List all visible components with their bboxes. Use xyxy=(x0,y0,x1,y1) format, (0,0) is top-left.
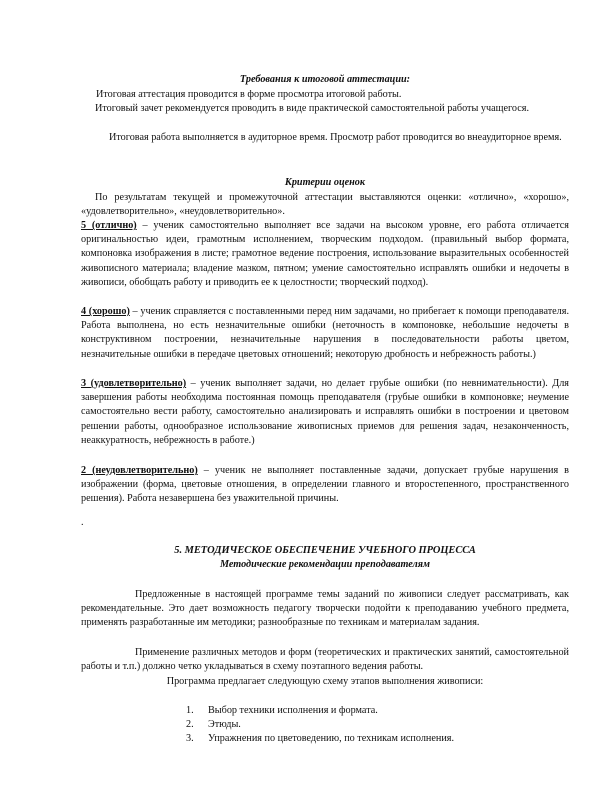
grade-label: 3 (удовлетворительно) xyxy=(81,378,187,389)
grade-description: – ученик самостоятельно выполняет все задачи на высоком уровне, его работа отличается оригинальностью идеи, грамотным исполнением, творческим подходом. (правильный выбор формата, компоновка изображения в листе; грамотное ведение построения, использование выразительных особенностей живописного материала; владение мазком, пятном; умение самостоятельно исправлять ошибки и недочеты в живописи, обобщать работу и приводить ее к целостности; творческий подход). xyxy=(81,220,569,288)
grade-satisfactory xyxy=(81,377,569,448)
grade-label: 2 (неудовлетворительно) xyxy=(81,465,198,476)
requirements-title: Требования к итоговой аттестации: xyxy=(239,74,411,85)
requirements-paragraph-3: Итоговая работа выполняется в аудиторное время. Просмотр работ проводится во внеаудиторное время. xyxy=(109,132,562,143)
requirements-paragraph-2: Итоговый зачет рекомендуется проводить в виде практической самостоятельной работы учащегося. xyxy=(95,103,530,114)
stages-list xyxy=(186,704,566,747)
methodology-paragraph-2: Применение различных методов и форм (теоретических и практических занятий, самостоятельной работы и т.п.) должно четко укладываться в схему поэтапного ведения работы. xyxy=(81,647,569,673)
requirements-paragraph-1: Итоговая аттестация проводится в форме просмотра итоговой работы. xyxy=(96,89,402,100)
criteria-title: Критерии оценок xyxy=(284,177,366,188)
grade-label: 5 (отлично) xyxy=(81,220,137,231)
grade-description: – ученик не выполняет поставленные задачи, допускает грубые нарушения в изображении (форма, цветовые отношения, в определении главного и второстепенного, пространственного решения). Работа незавершена без уважительной причины. xyxy=(81,465,569,505)
list-item xyxy=(186,718,566,732)
list-item-text: Этюды. xyxy=(208,719,241,731)
criteria-intro: По результатам текущей и промежуточной аттестации выставляются оценки: «отлично», «хорошо», «удовлетворительно», «неудовлетворительно». xyxy=(81,192,569,218)
list-item-text: Упражнения по цветоведению, по техникам исполнения. xyxy=(208,733,455,745)
list-item-number: 2. xyxy=(186,719,194,731)
list-item xyxy=(186,704,566,718)
methodology-paragraph-3: Программа предлагает следующую схему этапов выполнения живописи: xyxy=(166,676,484,687)
grade-excellent xyxy=(81,219,569,290)
list-item-number: 1. xyxy=(186,705,194,716)
methodology-paragraph-1: Предложенные в настоящей программе темы заданий по живописи следует рассматривать, как рекомендательные. Это дает возможность педагогу творчески подойти к преподаванию учебного предмета, применять разработанные им методики; разнообразные по техникам и материалам задания. xyxy=(81,589,569,629)
list-item xyxy=(186,732,566,746)
grade-good xyxy=(81,305,569,362)
methodology-subtitle: Методические рекомендации преподавателям xyxy=(219,559,430,570)
stray-mark: . xyxy=(81,517,84,528)
grade-label: 4 (хорошо) xyxy=(81,306,130,317)
list-item-number: 3. xyxy=(186,733,194,745)
grade-description: – ученик справляется с поставленными перед ним задачами, но прибегает к помощи преподавателя. Работа выполнена, но есть незначительные ошибки (неточность в компоновке, небольшие недочеты в конструктивном построении, незначительные нарушения в последовательности работы цветом, незначительные ошибки в передаче цветовых отношений; некоторую дробность и небрежность работы.) xyxy=(81,306,569,360)
grade-description: – ученик выполняет задачи, но делает грубые ошибки (по невнимательности). Для завершения работы необходима постоянная помощь преподавателя (грубые ошибки в компоновке; неумение самостоятельно вести работу, самостоятельно анализировать и исправлять ошибки в построении и цветовом решении работы, однообразное использование живописных приемов для решения задач, незаконченность, неаккуратность, небрежность в работе.) xyxy=(81,378,569,446)
list-item-text: Выбор техники исполнения и формата. xyxy=(208,705,378,716)
grade-unsatisfactory xyxy=(81,464,569,507)
methodology-title: 5. МЕТОДИЧЕСКОЕ ОБЕСПЕЧЕНИЕ УЧЕБНОГО ПРОЦЕССА xyxy=(174,545,476,556)
